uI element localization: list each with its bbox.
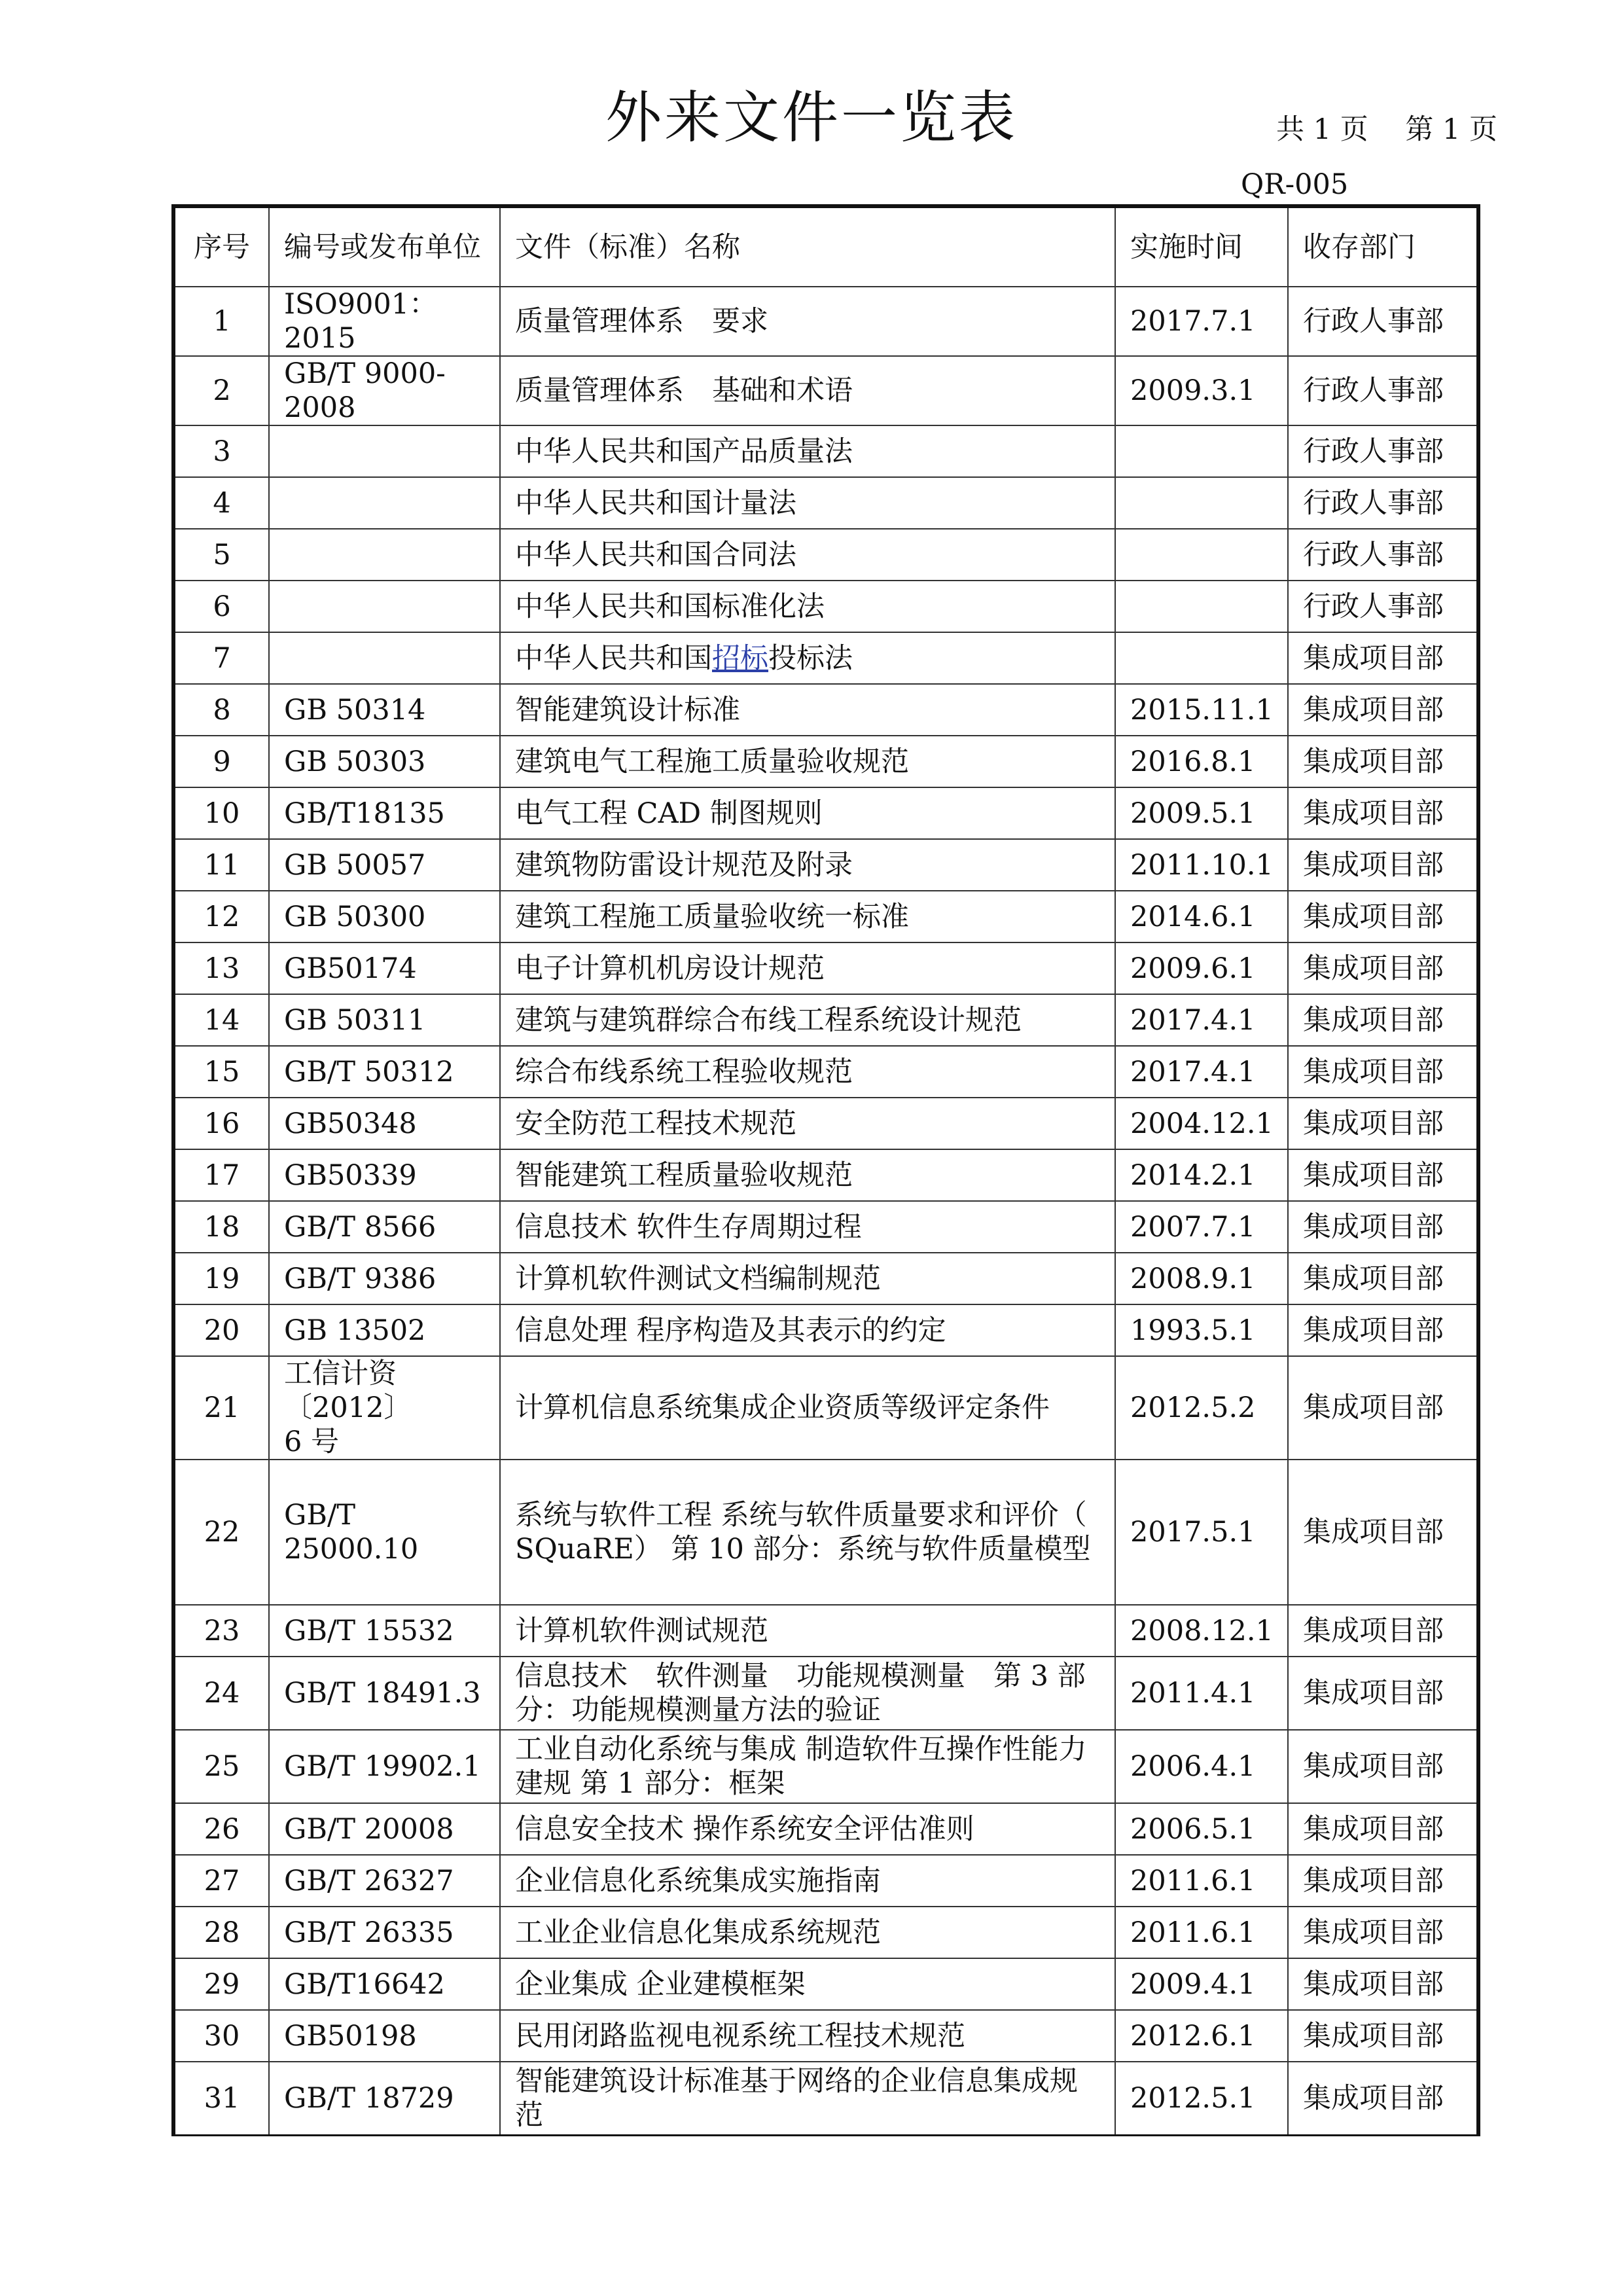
row-number: 13 [173, 942, 269, 994]
table-row [173, 632, 1478, 684]
row-number: 2 [173, 356, 269, 425]
department: 集成项目部 [1288, 994, 1478, 1046]
effective-date: 2011.6.1 [1115, 1855, 1288, 1907]
table-row [173, 529, 1478, 581]
document-name: 建筑工程施工质量验收统一标准 [500, 891, 1115, 942]
document-code: GB/T 26327 [269, 1855, 500, 1907]
document-title: 外来文件一览表 [605, 85, 1018, 151]
department: 集成项目部 [1288, 1304, 1478, 1356]
document-name: 信息处理 程序构造及其表示的约定 [500, 1304, 1115, 1356]
department: 行政人事部 [1288, 529, 1478, 581]
document-code [269, 529, 500, 581]
effective-date: 2014.2.1 [1115, 1149, 1288, 1201]
department: 集成项目部 [1288, 1907, 1478, 1958]
document-code: GB/T 19902.1 [269, 1730, 500, 1803]
row-number: 4 [173, 477, 269, 529]
row-number: 15 [173, 1046, 269, 1098]
column-header-date: 实施时间 [1115, 206, 1288, 287]
document-code: GB/T 26335 [269, 1907, 500, 1958]
document-name: 电气工程 CAD 制图规则 [500, 787, 1115, 839]
effective-date: 2008.9.1 [1115, 1253, 1288, 1304]
department: 集成项目部 [1288, 839, 1478, 891]
effective-date [1115, 477, 1288, 529]
effective-date [1115, 632, 1288, 684]
document-code: GB50348 [269, 1098, 500, 1149]
document-name: 信息安全技术 操作系统安全评估准则 [500, 1803, 1115, 1855]
page-info: 共 1 页 第 1 页 [1276, 113, 1498, 146]
effective-date: 2017.4.1 [1115, 1046, 1288, 1098]
document-name: 民用闭路监视电视系统工程技术规范 [500, 2010, 1115, 2062]
row-number: 1 [173, 287, 269, 356]
row-number: 18 [173, 1201, 269, 1253]
department: 集成项目部 [1288, 1730, 1478, 1803]
table-header-row [173, 206, 1478, 287]
effective-date: 2009.3.1 [1115, 356, 1288, 425]
document-code: GB50174 [269, 942, 500, 994]
effective-date: 2009.5.1 [1115, 787, 1288, 839]
document-code: GB/T16642 [269, 1958, 500, 2010]
table-row [173, 1605, 1478, 1657]
document-name: 信息技术 软件生存周期过程 [500, 1201, 1115, 1253]
document-name: 建筑物防雷设计规范及附录 [500, 839, 1115, 891]
department: 集成项目部 [1288, 1657, 1478, 1730]
document-code: GB 13502 [269, 1304, 500, 1356]
row-number: 30 [173, 2010, 269, 2062]
row-number: 7 [173, 632, 269, 684]
effective-date: 2011.4.1 [1115, 1657, 1288, 1730]
row-number: 24 [173, 1657, 269, 1730]
effective-date: 1993.5.1 [1115, 1304, 1288, 1356]
document-name: 企业集成 企业建模框架 [500, 1958, 1115, 2010]
department: 集成项目部 [1288, 787, 1478, 839]
department: 行政人事部 [1288, 287, 1478, 356]
effective-date: 2011.6.1 [1115, 1907, 1288, 1958]
department: 集成项目部 [1288, 942, 1478, 994]
document-code: GB 50303 [269, 736, 500, 787]
department: 集成项目部 [1288, 891, 1478, 942]
document-code: GB/T 15532 [269, 1605, 500, 1657]
document-name-line: 分：功能规模测量方法的验证 [515, 1694, 881, 1727]
document-code: GB/T 8566 [269, 1201, 500, 1253]
column-header-name: 文件（标准）名称 [500, 206, 1115, 287]
table-row [173, 891, 1478, 942]
document-name-link[interactable]: 招标 [712, 641, 768, 675]
department: 集成项目部 [1288, 1201, 1478, 1253]
department: 集成项目部 [1288, 632, 1478, 684]
document-name: 建筑电气工程施工质量验收规范 [500, 736, 1115, 787]
row-number: 19 [173, 1253, 269, 1304]
row-number: 25 [173, 1730, 269, 1803]
document-name: 安全防范工程技术规范 [500, 1098, 1115, 1149]
table-row [173, 787, 1478, 839]
effective-date: 2009.4.1 [1115, 1958, 1288, 2010]
department: 集成项目部 [1288, 1605, 1478, 1657]
department: 集成项目部 [1288, 1855, 1478, 1907]
document-name [500, 1730, 1115, 1803]
table-row [173, 287, 1478, 356]
effective-date: 2012.5.1 [1115, 2062, 1288, 2136]
table-row [173, 1460, 1478, 1605]
row-number: 14 [173, 994, 269, 1046]
document-code [269, 477, 500, 529]
document-name: 智能建筑设计标准 [500, 684, 1115, 736]
document-code-line: 工信计资〔2012〕 [284, 1357, 412, 1424]
row-number: 5 [173, 529, 269, 581]
table-row [173, 1098, 1478, 1149]
department: 集成项目部 [1288, 2062, 1478, 2136]
row-number: 26 [173, 1803, 269, 1855]
document-name: 中华人民共和国计量法 [500, 477, 1115, 529]
table-row [173, 994, 1478, 1046]
department: 集成项目部 [1288, 1046, 1478, 1098]
document-name-line: 系统与软件工程 系统与软件质量要求和评价（ [515, 1499, 1087, 1532]
department: 集成项目部 [1288, 1803, 1478, 1855]
row-number: 21 [173, 1356, 269, 1460]
table-row [173, 684, 1478, 736]
column-header-number: 序号 [173, 206, 269, 287]
document-code [269, 581, 500, 632]
effective-date: 2009.6.1 [1115, 942, 1288, 994]
document-name: 质量管理体系 基础和术语 [500, 356, 1115, 425]
row-number: 31 [173, 2062, 269, 2136]
document-code: GB/T 18729 [269, 2062, 500, 2136]
table-row [173, 2062, 1478, 2136]
table-row [173, 2010, 1478, 2062]
department: 集成项目部 [1288, 1098, 1478, 1149]
effective-date: 2017.7.1 [1115, 287, 1288, 356]
table-row [173, 1657, 1478, 1730]
document-code: GB/T 25000.10 [269, 1460, 500, 1605]
document-code: GB/T 20008 [269, 1803, 500, 1855]
department: 集成项目部 [1288, 1149, 1478, 1201]
row-number: 8 [173, 684, 269, 736]
effective-date: 2012.5.2 [1115, 1356, 1288, 1460]
document-name: 建筑与建筑群综合布线工程系统设计规范 [500, 994, 1115, 1046]
document-code: GB/T 50312 [269, 1046, 500, 1098]
table-row [173, 1356, 1478, 1460]
table-row [173, 356, 1478, 425]
effective-date [1115, 425, 1288, 477]
department: 集成项目部 [1288, 684, 1478, 736]
department: 行政人事部 [1288, 425, 1478, 477]
document-name: 计算机软件测试规范 [500, 1605, 1115, 1657]
document-name: 中华人民共和国标准化法 [500, 581, 1115, 632]
department: 集成项目部 [1288, 1356, 1478, 1460]
effective-date: 2006.4.1 [1115, 1730, 1288, 1803]
document-code [269, 1356, 500, 1460]
table-row [173, 1907, 1478, 1958]
form-code: QR-005 [1241, 168, 1349, 201]
document-name-line: SQuaRE） 第 10 部分：系统与软件质量模型 [515, 1533, 1091, 1566]
document-name-line: 范 [515, 2099, 543, 2132]
department: 集成项目部 [1288, 1253, 1478, 1304]
document-code: GB 50300 [269, 891, 500, 942]
document-code: GB/T 18491.3 [269, 1657, 500, 1730]
effective-date: 2012.6.1 [1115, 2010, 1288, 2062]
document-code: GB50198 [269, 2010, 500, 2062]
table-row [173, 425, 1478, 477]
document-name-line: 信息技术 软件测量 功能规模测量 第 3 部 [515, 1660, 1086, 1693]
table-row [173, 581, 1478, 632]
table-row [173, 477, 1478, 529]
department: 集成项目部 [1288, 736, 1478, 787]
effective-date: 2008.12.1 [1115, 1605, 1288, 1657]
row-number: 11 [173, 839, 269, 891]
table-row [173, 1304, 1478, 1356]
document-code [269, 632, 500, 684]
document-name: 电子计算机机房设计规范 [500, 942, 1115, 994]
row-number: 17 [173, 1149, 269, 1201]
table-row [173, 839, 1478, 891]
row-number: 6 [173, 581, 269, 632]
document-name: 企业信息化系统集成实施指南 [500, 1855, 1115, 1907]
effective-date: 2015.11.1 [1115, 684, 1288, 736]
department: 集成项目部 [1288, 1460, 1478, 1605]
table-row [173, 1046, 1478, 1098]
document-name [500, 2062, 1115, 2136]
column-header-code: 编号或发布单位 [269, 206, 500, 287]
column-header-department: 收存部门 [1288, 206, 1478, 287]
table-row [173, 1201, 1478, 1253]
document-code: GB50339 [269, 1149, 500, 1201]
effective-date: 2014.6.1 [1115, 891, 1288, 942]
department: 行政人事部 [1288, 356, 1478, 425]
table-row [173, 1149, 1478, 1201]
effective-date: 2016.8.1 [1115, 736, 1288, 787]
effective-date: 2017.5.1 [1115, 1460, 1288, 1605]
table-row [173, 736, 1478, 787]
table-row [173, 1855, 1478, 1907]
row-number: 10 [173, 787, 269, 839]
table-row [173, 1958, 1478, 2010]
document-name-text: 中华人民共和国 [515, 641, 712, 675]
document-code: GB/T 9386 [269, 1253, 500, 1304]
row-number: 28 [173, 1907, 269, 1958]
table-row [173, 1730, 1478, 1803]
document-code: GB 50314 [269, 684, 500, 736]
row-number: 3 [173, 425, 269, 477]
document-name: 综合布线系统工程验收规范 [500, 1046, 1115, 1098]
document-name [500, 1657, 1115, 1730]
document-name: 质量管理体系 要求 [500, 287, 1115, 356]
table-row [173, 1803, 1478, 1855]
document-code-line: 6 号 [284, 1426, 340, 1458]
document-name-text: 投标法 [768, 641, 853, 675]
document-name [500, 632, 1115, 684]
row-number: 20 [173, 1304, 269, 1356]
document-name: 计算机软件测试文档编制规范 [500, 1253, 1115, 1304]
document-name-line: 工业自动化系统与集成 制造软件互操作性能力 [515, 1733, 1087, 1766]
effective-date: 2007.7.1 [1115, 1201, 1288, 1253]
department: 行政人事部 [1288, 581, 1478, 632]
document-name-line: 智能建筑设计标准基于网络的企业信息集成规 [515, 2065, 1078, 2098]
row-number: 23 [173, 1605, 269, 1657]
effective-date: 2011.10.1 [1115, 839, 1288, 891]
effective-date [1115, 581, 1288, 632]
row-number: 22 [173, 1460, 269, 1605]
document-code: ISO9001：2015 [269, 287, 500, 356]
document-code: GB 50311 [269, 994, 500, 1046]
document-name: 中华人民共和国产品质量法 [500, 425, 1115, 477]
row-number: 16 [173, 1098, 269, 1149]
document-name-line: 建规 第 1 部分：框架 [515, 1767, 785, 1800]
document-code [269, 425, 500, 477]
effective-date: 2004.12.1 [1115, 1098, 1288, 1149]
table-row [173, 1253, 1478, 1304]
row-number: 29 [173, 1958, 269, 2010]
document-table [171, 204, 1480, 2136]
document-code: GB/T18135 [269, 787, 500, 839]
table-row [173, 942, 1478, 994]
document-code: GB 50057 [269, 839, 500, 891]
department: 集成项目部 [1288, 2010, 1478, 2062]
effective-date: 2006.5.1 [1115, 1803, 1288, 1855]
department: 集成项目部 [1288, 1958, 1478, 2010]
document-name: 计算机信息系统集成企业资质等级评定条件 [500, 1356, 1115, 1460]
row-number: 9 [173, 736, 269, 787]
row-number: 27 [173, 1855, 269, 1907]
document-name: 中华人民共和国合同法 [500, 529, 1115, 581]
document-name [500, 1460, 1115, 1605]
document-code: GB/T 9000-2008 [269, 356, 500, 425]
effective-date: 2017.4.1 [1115, 994, 1288, 1046]
department: 行政人事部 [1288, 477, 1478, 529]
document-name: 工业企业信息化集成系统规范 [500, 1907, 1115, 1958]
document-name: 智能建筑工程质量验收规范 [500, 1149, 1115, 1201]
effective-date [1115, 529, 1288, 581]
row-number: 12 [173, 891, 269, 942]
